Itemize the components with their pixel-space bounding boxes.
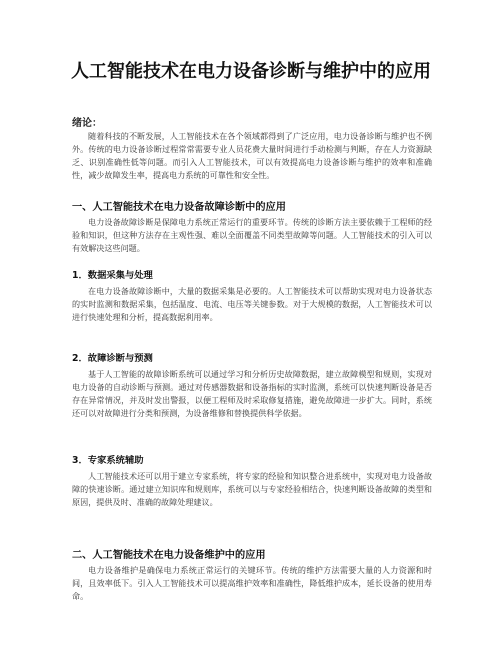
sub3-paragraph: 人工智能技术还可以用于建立专家系统，将专家的经验和知识整合进系统中，实现对电力设备故障的快速诊断。通过建立知识库和规则库，系统可以与专家经验相结合，快速判断设备故障的类型和原因，提供及时、准确的故障处理建议。 [72,471,432,507]
abstract-label: 绪论： [72,118,102,129]
sub1-paragraph: 在电力设备故障诊断中，大量的数据采集是必要的。人工智能技术可以帮助实现对电力设备状态的实时监测和数据采集，包括温度、电流、电压等关键参数。对于大规模的数据，人工智能技术可以进行快速处理和分析，提高数据利用率。 [72,286,432,322]
intro-paragraph: 随着科技的不断发展，人工智能技术在各个领域都得到了广泛应用，电力设备诊断与维护也不例外。传统的电力设备诊断过程常常需要专业人员花费大量时间进行手动检测与判断，存在人力资源缺乏、识别准确性低等问题。而引入人工智能技术，可以有效提高电力设备诊断与维护的效率和准确性，减少故障发生率，提高电力系统的可靠性和安全性。 [72,131,432,180]
sub2-heading: 2．故障诊断与预测 [72,353,153,364]
document-title: 人工智能技术在电力设备诊断与维护中的应用 [71,61,431,82]
section1-heading: 一、人工智能技术在电力设备故障诊断中的应用 [72,202,286,213]
section1-intro: 电力设备故障诊断是保障电力系统正常运行的重要环节。传统的诊断方法主要依赖于工程师的经验和知识，但这种方法存在主观性强、难以全面覆盖不同类型故障等问题。人工智能技术的引入可以有效解决这些问题。 [72,217,432,253]
sub1-heading: 1．数据采集与处理 [72,270,153,281]
sub3-heading: 3．专家系统辅助 [72,455,144,466]
section2-intro: 电力设备维护是确保电力系统正常运行的关键环节。传统的维护方法需要大量的人力资源和时间，且效率低下。引入人工智能技术可以提高维护效率和准确性，降低维护成本，延长设备的使用寿命。 [72,565,432,601]
section2-heading: 二、人工智能技术在电力设备维护中的应用 [72,550,266,561]
sub2-paragraph: 基于人工智能的故障诊断系统可以通过学习和分析历史故障数据，建立故障模型和规则，实现对电力设备的自动诊断与预测。通过对传感器数据和设备指标的实时监测，系统可以快速判断设备是否存在异常情况，并及时发出警报，以便工程师及时采取修复措施，避免故障进一步扩大。同时，系统还可以对故障进行分类和预测，为设备维修和替换提供科学依据。 [72,369,432,418]
